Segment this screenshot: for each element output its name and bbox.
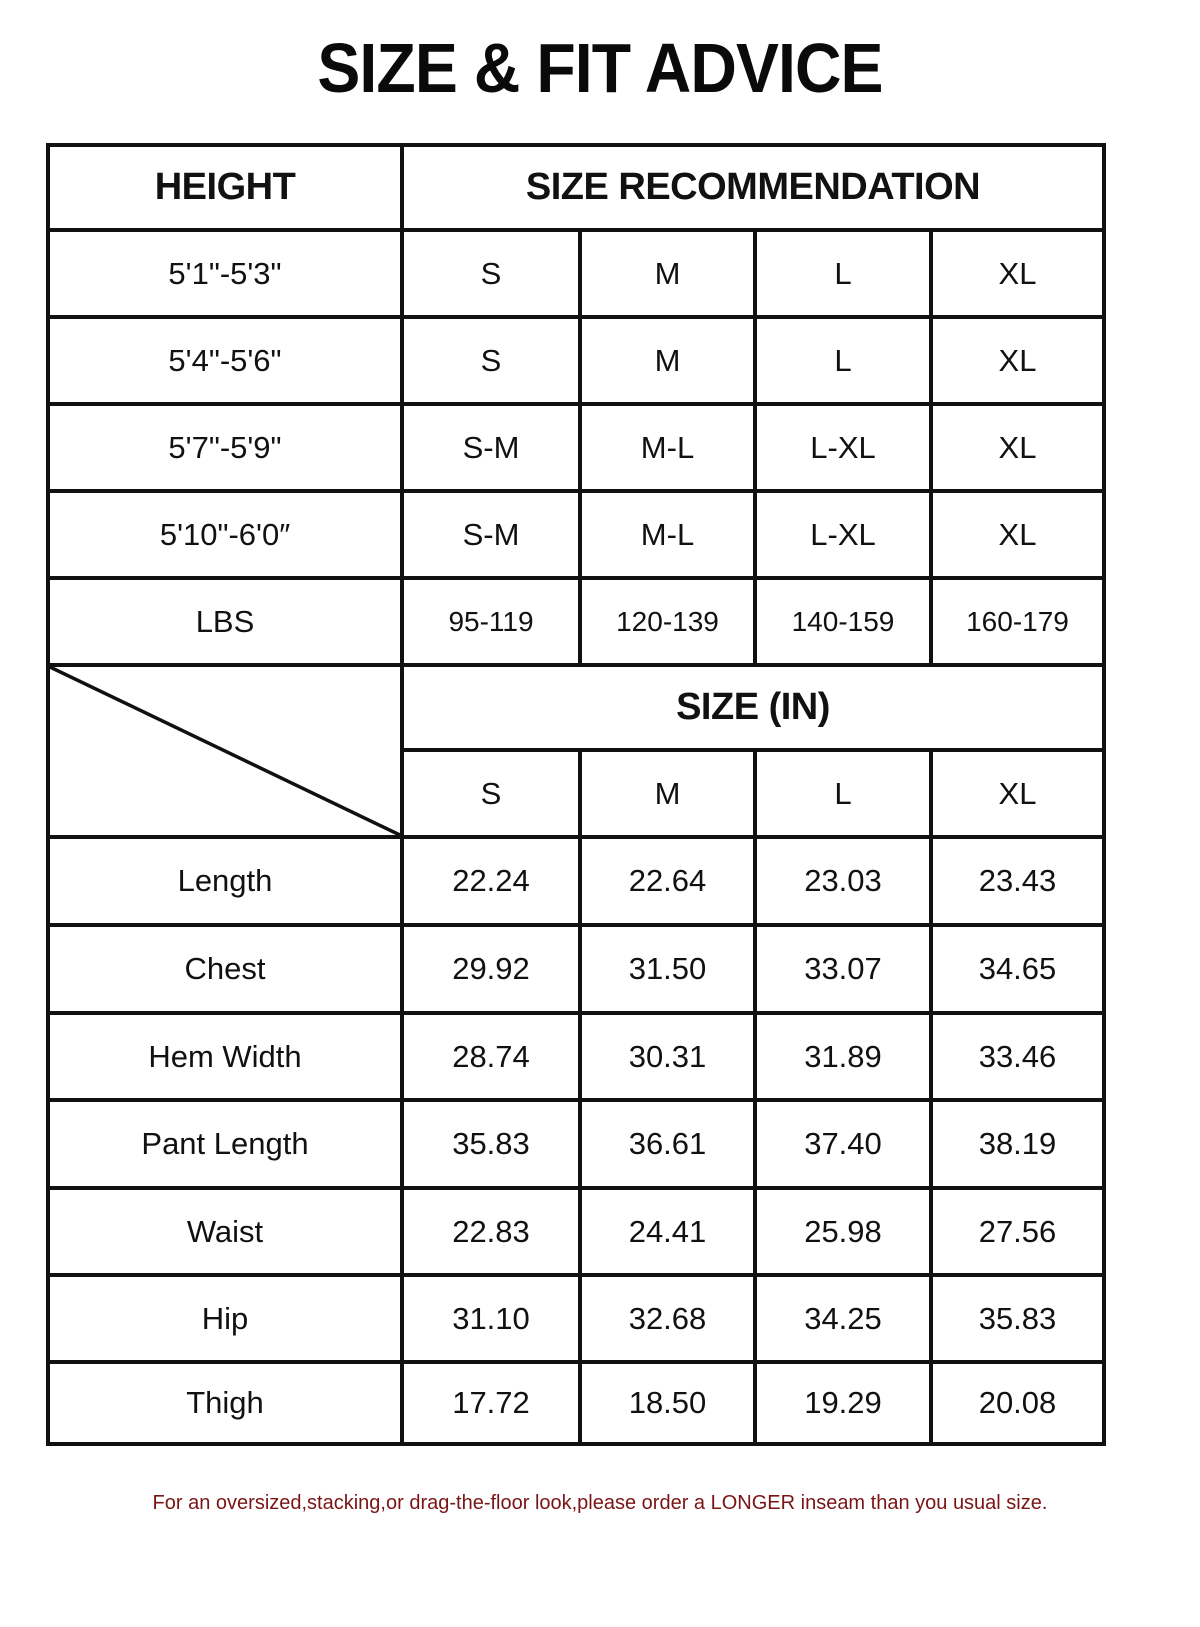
measurement-value: 31.10 <box>404 1277 582 1364</box>
size-cell: L <box>757 319 933 406</box>
measurement-label: Hip <box>50 1277 404 1364</box>
size-cell: S-M <box>404 493 582 580</box>
size-cell: L-XL <box>757 406 933 493</box>
size-column-header: XL <box>933 752 1102 839</box>
lbs-cell: 140-159 <box>757 580 933 667</box>
size-in-header: SIZE (IN) <box>404 667 1102 752</box>
measurement-value: 35.83 <box>933 1277 1102 1364</box>
lbs-cell: 120-139 <box>582 580 757 667</box>
size-cell: S <box>404 232 582 319</box>
size-cell: XL <box>933 406 1102 493</box>
size-column-header: S <box>404 752 582 839</box>
height-cell: 5'4"-5'6" <box>50 319 404 406</box>
height-cell: 5'10"-6'0″ <box>50 493 404 580</box>
size-cell: XL <box>933 493 1102 580</box>
diagonal-line-icon <box>50 667 404 839</box>
diagonal-corner-cell <box>50 667 404 839</box>
measurement-value: 29.92 <box>404 927 582 1015</box>
size-cell: M <box>582 232 757 319</box>
measurement-value: 31.50 <box>582 927 757 1015</box>
measurement-label: Thigh <box>50 1364 404 1442</box>
measurement-value: 23.03 <box>757 839 933 927</box>
lbs-cell: 160-179 <box>933 580 1102 667</box>
measurement-value: 18.50 <box>582 1364 757 1442</box>
size-cell: XL <box>933 232 1102 319</box>
size-cell: M-L <box>582 406 757 493</box>
measurement-label: Waist <box>50 1190 404 1277</box>
measurement-value: 37.40 <box>757 1102 933 1190</box>
measurement-value: 36.61 <box>582 1102 757 1190</box>
measurement-value: 25.98 <box>757 1190 933 1277</box>
measurement-label: Chest <box>50 927 404 1015</box>
measurement-value: 22.24 <box>404 839 582 927</box>
measurement-value: 17.72 <box>404 1364 582 1442</box>
lbs-label: LBS <box>50 580 404 667</box>
size-cell: L <box>757 232 933 319</box>
measurement-value: 33.46 <box>933 1015 1102 1102</box>
measurement-value: 32.68 <box>582 1277 757 1364</box>
height-cell: 5'7"-5'9" <box>50 406 404 493</box>
measurement-value: 19.29 <box>757 1364 933 1442</box>
size-cell: M <box>582 319 757 406</box>
height-header: HEIGHT <box>50 147 404 232</box>
measurement-value: 33.07 <box>757 927 933 1015</box>
size-recommendation-header: SIZE RECOMMENDATION <box>404 147 1102 232</box>
size-chart-table <box>46 143 1106 1446</box>
measurement-value: 23.43 <box>933 839 1102 927</box>
height-cell: 5'1"-5'3" <box>50 232 404 319</box>
measurement-value: 34.25 <box>757 1277 933 1364</box>
measurement-value: 34.65 <box>933 927 1102 1015</box>
page-title: SIZE & FIT ADVICE <box>317 29 883 107</box>
measurement-value: 20.08 <box>978 1385 1057 1420</box>
size-cell: XL <box>933 319 1102 406</box>
size-cell: L-XL <box>757 493 933 580</box>
measurement-value: 31.89 <box>757 1015 933 1102</box>
measurement-label: Pant Length <box>50 1102 404 1190</box>
size-cell: S <box>404 319 582 406</box>
measurement-value: 30.31 <box>582 1015 757 1102</box>
measurement-value: 27.56 <box>933 1190 1102 1277</box>
measurement-value: 28.74 <box>404 1015 582 1102</box>
size-cell: S-M <box>404 406 582 493</box>
measurement-label: Length <box>50 839 404 927</box>
measurement-value: 24.41 <box>582 1190 757 1277</box>
size-column-header: L <box>757 752 933 839</box>
measurement-value: 22.64 <box>582 839 757 927</box>
size-column-header: M <box>582 752 757 839</box>
measurement-value: 22.83 <box>404 1190 582 1277</box>
measurement-label: Hem Width <box>50 1015 404 1102</box>
measurement-value: 38.19 <box>933 1102 1102 1190</box>
inseam-note: For an oversized,stacking,or drag-the-floor look,please order a LONGER inseam than you usual size. <box>152 1492 1048 1514</box>
measurement-value: 35.83 <box>404 1102 582 1190</box>
size-cell: M-L <box>582 493 757 580</box>
lbs-cell: 95-119 <box>404 580 582 667</box>
